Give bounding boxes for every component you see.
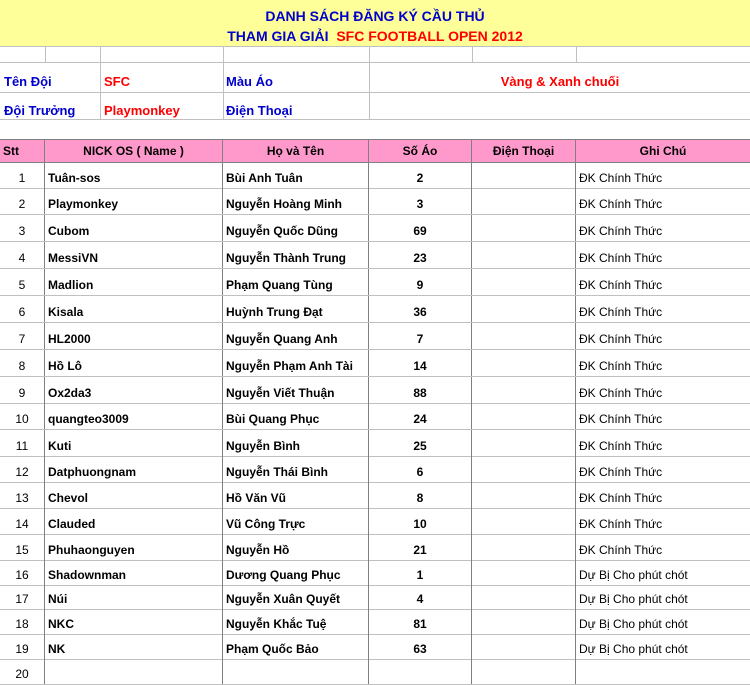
table-row bbox=[0, 269, 750, 296]
row-note bbox=[576, 508, 750, 534]
row-stt bbox=[0, 188, 45, 214]
row-phone bbox=[472, 534, 576, 560]
row-stt-text: 4 bbox=[18, 251, 26, 265]
row-note bbox=[576, 608, 750, 634]
row-number bbox=[369, 583, 472, 609]
row-note bbox=[576, 296, 750, 322]
row-phone bbox=[472, 215, 576, 241]
row-number bbox=[369, 456, 472, 482]
row-nick-text: Tuân-sos bbox=[48, 171, 101, 185]
row-number bbox=[369, 215, 472, 241]
row-number-text: 69 bbox=[413, 224, 427, 238]
row-stt-text: 16 bbox=[15, 568, 29, 582]
header-note: Ghi Chú bbox=[639, 144, 687, 158]
row-phone bbox=[472, 403, 576, 429]
row-name bbox=[223, 269, 369, 295]
row-stt-text: 14 bbox=[15, 517, 29, 531]
row-note-text: ĐK Chính Thức bbox=[579, 543, 663, 557]
row-name-text: Phạm Quốc Bảo bbox=[226, 642, 319, 656]
row-note-text: ĐK Chính Thức bbox=[579, 439, 663, 453]
captain-label: Đội Trưởng bbox=[4, 103, 76, 118]
tournament-name: SFC FOOTBALL OPEN 2012 bbox=[336, 28, 523, 44]
row-nick-text: Cubom bbox=[48, 224, 90, 238]
row-nick bbox=[45, 242, 223, 268]
row-number bbox=[369, 188, 472, 214]
row-note-text: ĐK Chính Thức bbox=[579, 224, 663, 238]
grid-line bbox=[223, 46, 224, 119]
row-stt-text: 18 bbox=[15, 617, 29, 631]
grid-line bbox=[0, 92, 750, 93]
row-number bbox=[369, 403, 472, 429]
row-stt-text: 19 bbox=[15, 642, 29, 656]
row-nick-text: NK bbox=[48, 642, 66, 656]
row-number bbox=[369, 296, 472, 322]
row-name-text: Bùi Anh Tuân bbox=[226, 171, 303, 185]
row-phone bbox=[472, 323, 576, 349]
table-row bbox=[0, 403, 750, 430]
row-stt-text: 5 bbox=[18, 278, 26, 292]
row-stt bbox=[0, 482, 45, 508]
row-name-text: Bùi Quang Phục bbox=[226, 412, 320, 426]
row-stt bbox=[0, 658, 45, 684]
row-phone bbox=[472, 508, 576, 534]
row-note bbox=[576, 456, 750, 482]
row-name bbox=[223, 242, 369, 268]
row-nick-text: Hồ Lô bbox=[48, 359, 82, 373]
row-nick-text: Kisala bbox=[48, 305, 84, 319]
row-stt bbox=[0, 162, 45, 188]
row-stt-text: 12 bbox=[15, 465, 29, 479]
table-row bbox=[0, 242, 750, 269]
row-number bbox=[369, 608, 472, 634]
row-number-text: 6 bbox=[416, 465, 424, 479]
row-name-text: Phạm Quang Tùng bbox=[226, 278, 333, 292]
row-stt-text: 3 bbox=[18, 224, 26, 238]
row-name-text: Nguyễn Thái Bình bbox=[226, 465, 328, 479]
row-nick bbox=[45, 658, 223, 684]
row-name bbox=[223, 508, 369, 534]
row-number bbox=[369, 350, 472, 376]
row-number-text: 23 bbox=[413, 251, 427, 265]
page-subtitle bbox=[0, 28, 750, 44]
row-number bbox=[369, 242, 472, 268]
row-name bbox=[223, 377, 369, 403]
row-nick-text: NKC bbox=[48, 617, 74, 631]
row-number-text: 88 bbox=[413, 386, 427, 400]
row-stt bbox=[0, 403, 45, 429]
header-nick: NICK OS ( Name ) bbox=[45, 140, 223, 162]
row-number bbox=[369, 482, 472, 508]
row-nick-text: Shadownman bbox=[48, 568, 127, 582]
row-name bbox=[223, 430, 369, 456]
table-row bbox=[0, 658, 750, 685]
row-phone bbox=[472, 162, 576, 188]
row-nick-text: Ox2da3 bbox=[48, 386, 92, 400]
table-row bbox=[0, 456, 750, 483]
header-name: Họ và Tên bbox=[223, 140, 369, 162]
row-note bbox=[576, 633, 750, 659]
row-number-text: 14 bbox=[413, 359, 427, 373]
grid-line bbox=[472, 46, 473, 62]
table-row bbox=[0, 430, 750, 457]
row-name-text: Hồ Văn Vũ bbox=[226, 491, 287, 505]
row-note-text: ĐK Chính Thức bbox=[579, 251, 663, 265]
row-note-text: ĐK Chính Thức bbox=[579, 465, 663, 479]
row-stt-text: 13 bbox=[15, 491, 29, 505]
row-note-text: ĐK Chính Thức bbox=[579, 386, 663, 400]
grid-line bbox=[45, 46, 46, 62]
row-name-text: Nguyễn Quốc Dũng bbox=[226, 224, 338, 238]
row-note-text: ĐK Chính Thức bbox=[579, 171, 663, 185]
row-stt-text: 11 bbox=[15, 439, 29, 453]
row-number-text: 24 bbox=[413, 412, 427, 426]
row-number bbox=[369, 323, 472, 349]
row-note-text: Dự Bị Cho phút chót bbox=[579, 642, 688, 656]
row-stt bbox=[0, 242, 45, 268]
row-number bbox=[369, 534, 472, 560]
table-row bbox=[0, 377, 750, 404]
row-name-text: Nguyễn Bình bbox=[226, 439, 300, 453]
row-phone bbox=[472, 188, 576, 214]
row-phone bbox=[472, 350, 576, 376]
row-nick bbox=[45, 583, 223, 609]
row-note bbox=[576, 534, 750, 560]
row-name bbox=[223, 559, 369, 585]
title-block bbox=[0, 0, 750, 47]
table-row bbox=[0, 215, 750, 242]
row-stt bbox=[0, 633, 45, 659]
header-stt: Stt bbox=[0, 140, 45, 162]
row-phone bbox=[472, 658, 576, 684]
row-nick bbox=[45, 456, 223, 482]
table-row bbox=[0, 188, 750, 215]
row-name-text: Nguyễn Phạm Anh Tài bbox=[226, 359, 353, 373]
row-number-text: 1 bbox=[416, 568, 424, 582]
row-number bbox=[369, 658, 472, 684]
row-nick bbox=[45, 377, 223, 403]
table-row bbox=[0, 162, 750, 189]
grid-line bbox=[576, 46, 577, 62]
row-nick-text: Núi bbox=[48, 592, 68, 606]
row-stt bbox=[0, 534, 45, 560]
row-nick bbox=[45, 430, 223, 456]
team-value: SFC bbox=[104, 74, 130, 89]
row-stt bbox=[0, 508, 45, 534]
row-note bbox=[576, 323, 750, 349]
row-number bbox=[369, 430, 472, 456]
shirt-label: Màu Áo bbox=[226, 74, 273, 89]
row-note-text: ĐK Chính Thức bbox=[579, 412, 663, 426]
row-number bbox=[369, 162, 472, 188]
row-stt-text: 20 bbox=[15, 667, 29, 681]
row-number-text: 63 bbox=[413, 642, 427, 656]
row-number bbox=[369, 269, 472, 295]
row-stt bbox=[0, 323, 45, 349]
row-number-text: 36 bbox=[413, 305, 427, 319]
row-name bbox=[223, 296, 369, 322]
row-number-text: 9 bbox=[416, 278, 424, 292]
row-note-text: ĐK Chính Thức bbox=[579, 278, 663, 292]
row-number-text: 21 bbox=[413, 543, 427, 557]
row-note bbox=[576, 350, 750, 376]
row-name bbox=[223, 403, 369, 429]
table-row bbox=[0, 608, 750, 635]
row-nick-text: Kuti bbox=[48, 439, 72, 453]
grid-line bbox=[0, 62, 750, 63]
row-number bbox=[369, 508, 472, 534]
row-nick bbox=[45, 269, 223, 295]
row-phone bbox=[472, 269, 576, 295]
row-note-text: Dự Bị Cho phút chót bbox=[579, 592, 688, 606]
row-phone bbox=[472, 456, 576, 482]
row-note bbox=[576, 658, 750, 684]
row-name-text: Nguyễn Hoàng Minh bbox=[226, 197, 342, 211]
row-number-text: 81 bbox=[413, 617, 427, 631]
table-row bbox=[0, 296, 750, 323]
table-row bbox=[0, 583, 750, 610]
row-stt bbox=[0, 456, 45, 482]
row-name bbox=[223, 658, 369, 684]
row-note bbox=[576, 430, 750, 456]
team-label: Tên Đội bbox=[4, 74, 52, 89]
row-nick bbox=[45, 608, 223, 634]
row-name-text: Nguyễn Thành Trung bbox=[226, 251, 346, 265]
row-stt bbox=[0, 215, 45, 241]
phone-label: Điện Thoại bbox=[226, 103, 293, 118]
row-name-text: Vũ Công Trực bbox=[226, 517, 306, 531]
row-note bbox=[576, 583, 750, 609]
row-number-text: 4 bbox=[416, 592, 424, 606]
row-note bbox=[576, 188, 750, 214]
row-nick bbox=[45, 482, 223, 508]
grid-line bbox=[100, 46, 101, 119]
row-name-text: Nguyễn Xuân Quyết bbox=[226, 592, 341, 606]
row-stt-text: 6 bbox=[18, 305, 26, 319]
row-nick bbox=[45, 559, 223, 585]
row-nick-text: Phuhaonguyen bbox=[48, 543, 135, 557]
table-row bbox=[0, 350, 750, 377]
row-nick bbox=[45, 403, 223, 429]
row-name bbox=[223, 534, 369, 560]
row-stt bbox=[0, 350, 45, 376]
row-nick bbox=[45, 534, 223, 560]
row-note bbox=[576, 215, 750, 241]
row-phone bbox=[472, 559, 576, 585]
page-title: DANH SÁCH ĐĂNG KÝ CẦU THỦ bbox=[265, 8, 485, 24]
row-nick-text: Chevol bbox=[48, 491, 89, 505]
row-note bbox=[576, 162, 750, 188]
row-stt-text: 9 bbox=[18, 386, 26, 400]
row-phone bbox=[472, 430, 576, 456]
row-nick-text: Datphuongnam bbox=[48, 465, 136, 479]
table-row bbox=[0, 633, 750, 660]
row-note-text: Dự Bị Cho phút chót bbox=[579, 568, 688, 582]
row-name bbox=[223, 188, 369, 214]
row-phone bbox=[472, 482, 576, 508]
row-note bbox=[576, 482, 750, 508]
row-name bbox=[223, 608, 369, 634]
row-note-text: ĐK Chính Thức bbox=[579, 517, 663, 531]
row-name-text: Dương Quang Phục bbox=[226, 568, 341, 582]
row-stt bbox=[0, 559, 45, 585]
row-nick bbox=[45, 162, 223, 188]
row-number-text: 7 bbox=[416, 332, 424, 346]
shirt-value: Vàng & Xanh chuối bbox=[500, 74, 620, 89]
table-row bbox=[0, 323, 750, 350]
row-number bbox=[369, 377, 472, 403]
row-nick-text: Playmonkey bbox=[48, 197, 119, 211]
row-nick-text: HL2000 bbox=[48, 332, 91, 346]
row-number-text: 10 bbox=[413, 517, 427, 531]
row-stt bbox=[0, 269, 45, 295]
row-stt-text: 17 bbox=[15, 592, 29, 606]
header-phone: Điện Thoại bbox=[472, 140, 576, 162]
captain-value: Playmonkey bbox=[104, 103, 180, 118]
row-stt-text: 15 bbox=[15, 543, 29, 557]
row-number-text: 2 bbox=[416, 171, 424, 185]
row-note-text: ĐK Chính Thức bbox=[579, 332, 663, 346]
grid-line bbox=[0, 119, 750, 120]
row-name bbox=[223, 633, 369, 659]
row-phone bbox=[472, 583, 576, 609]
row-name-text: Nguyễn Viết Thuận bbox=[226, 386, 335, 400]
row-name bbox=[223, 456, 369, 482]
subtitle-prefix: THAM GIA GIẢI bbox=[227, 28, 329, 44]
row-name bbox=[223, 350, 369, 376]
row-stt-text: 10 bbox=[15, 412, 29, 426]
row-stt bbox=[0, 608, 45, 634]
row-phone bbox=[472, 377, 576, 403]
table-row bbox=[0, 559, 750, 586]
row-phone bbox=[472, 296, 576, 322]
row-name bbox=[223, 323, 369, 349]
table-row bbox=[0, 534, 750, 561]
table-row bbox=[0, 508, 750, 535]
row-name-text: Nguyễn Hồ bbox=[226, 543, 290, 557]
row-number-text: 8 bbox=[416, 491, 424, 505]
row-stt-text: 7 bbox=[18, 332, 26, 346]
row-note-text: Dự Bị Cho phút chót bbox=[579, 617, 688, 631]
row-note-text: ĐK Chính Thức bbox=[579, 359, 663, 373]
row-stt-text: 8 bbox=[18, 359, 26, 373]
row-number bbox=[369, 633, 472, 659]
row-phone bbox=[472, 242, 576, 268]
row-number-text: 25 bbox=[413, 439, 427, 453]
row-stt-text: 1 bbox=[18, 171, 26, 185]
row-phone bbox=[472, 633, 576, 659]
row-phone bbox=[472, 608, 576, 634]
row-note bbox=[576, 377, 750, 403]
header-number: Số Áo bbox=[369, 140, 472, 162]
row-nick bbox=[45, 215, 223, 241]
row-name-text: Nguyễn Khắc Tuệ bbox=[226, 617, 327, 631]
row-nick-text: Clauded bbox=[48, 517, 96, 531]
row-nick-text: Madlion bbox=[48, 278, 94, 292]
row-note bbox=[576, 242, 750, 268]
row-name bbox=[223, 215, 369, 241]
row-note-text: ĐK Chính Thức bbox=[579, 197, 663, 211]
row-note-text: ĐK Chính Thức bbox=[579, 491, 663, 505]
row-nick bbox=[45, 633, 223, 659]
row-note-text: ĐK Chính Thức bbox=[579, 305, 663, 319]
row-nick bbox=[45, 188, 223, 214]
row-stt bbox=[0, 430, 45, 456]
row-nick bbox=[45, 323, 223, 349]
row-note bbox=[576, 559, 750, 585]
row-name-text: Nguyễn Quang Anh bbox=[226, 332, 338, 346]
row-stt bbox=[0, 296, 45, 322]
row-number bbox=[369, 559, 472, 585]
row-nick bbox=[45, 296, 223, 322]
row-note bbox=[576, 269, 750, 295]
row-name-text: Huỳnh Trung Đạt bbox=[226, 305, 323, 319]
row-nick-text: MessiVN bbox=[48, 251, 99, 265]
row-number-text: 3 bbox=[416, 197, 424, 211]
row-nick bbox=[45, 350, 223, 376]
row-stt-text: 2 bbox=[18, 197, 26, 211]
row-name bbox=[223, 583, 369, 609]
row-note bbox=[576, 403, 750, 429]
table-header bbox=[0, 139, 750, 163]
row-nick bbox=[45, 508, 223, 534]
row-stt bbox=[0, 377, 45, 403]
row-nick-text: quangteo3009 bbox=[48, 412, 129, 426]
row-name bbox=[223, 162, 369, 188]
row-stt bbox=[0, 583, 45, 609]
table-row bbox=[0, 482, 750, 509]
row-name bbox=[223, 482, 369, 508]
